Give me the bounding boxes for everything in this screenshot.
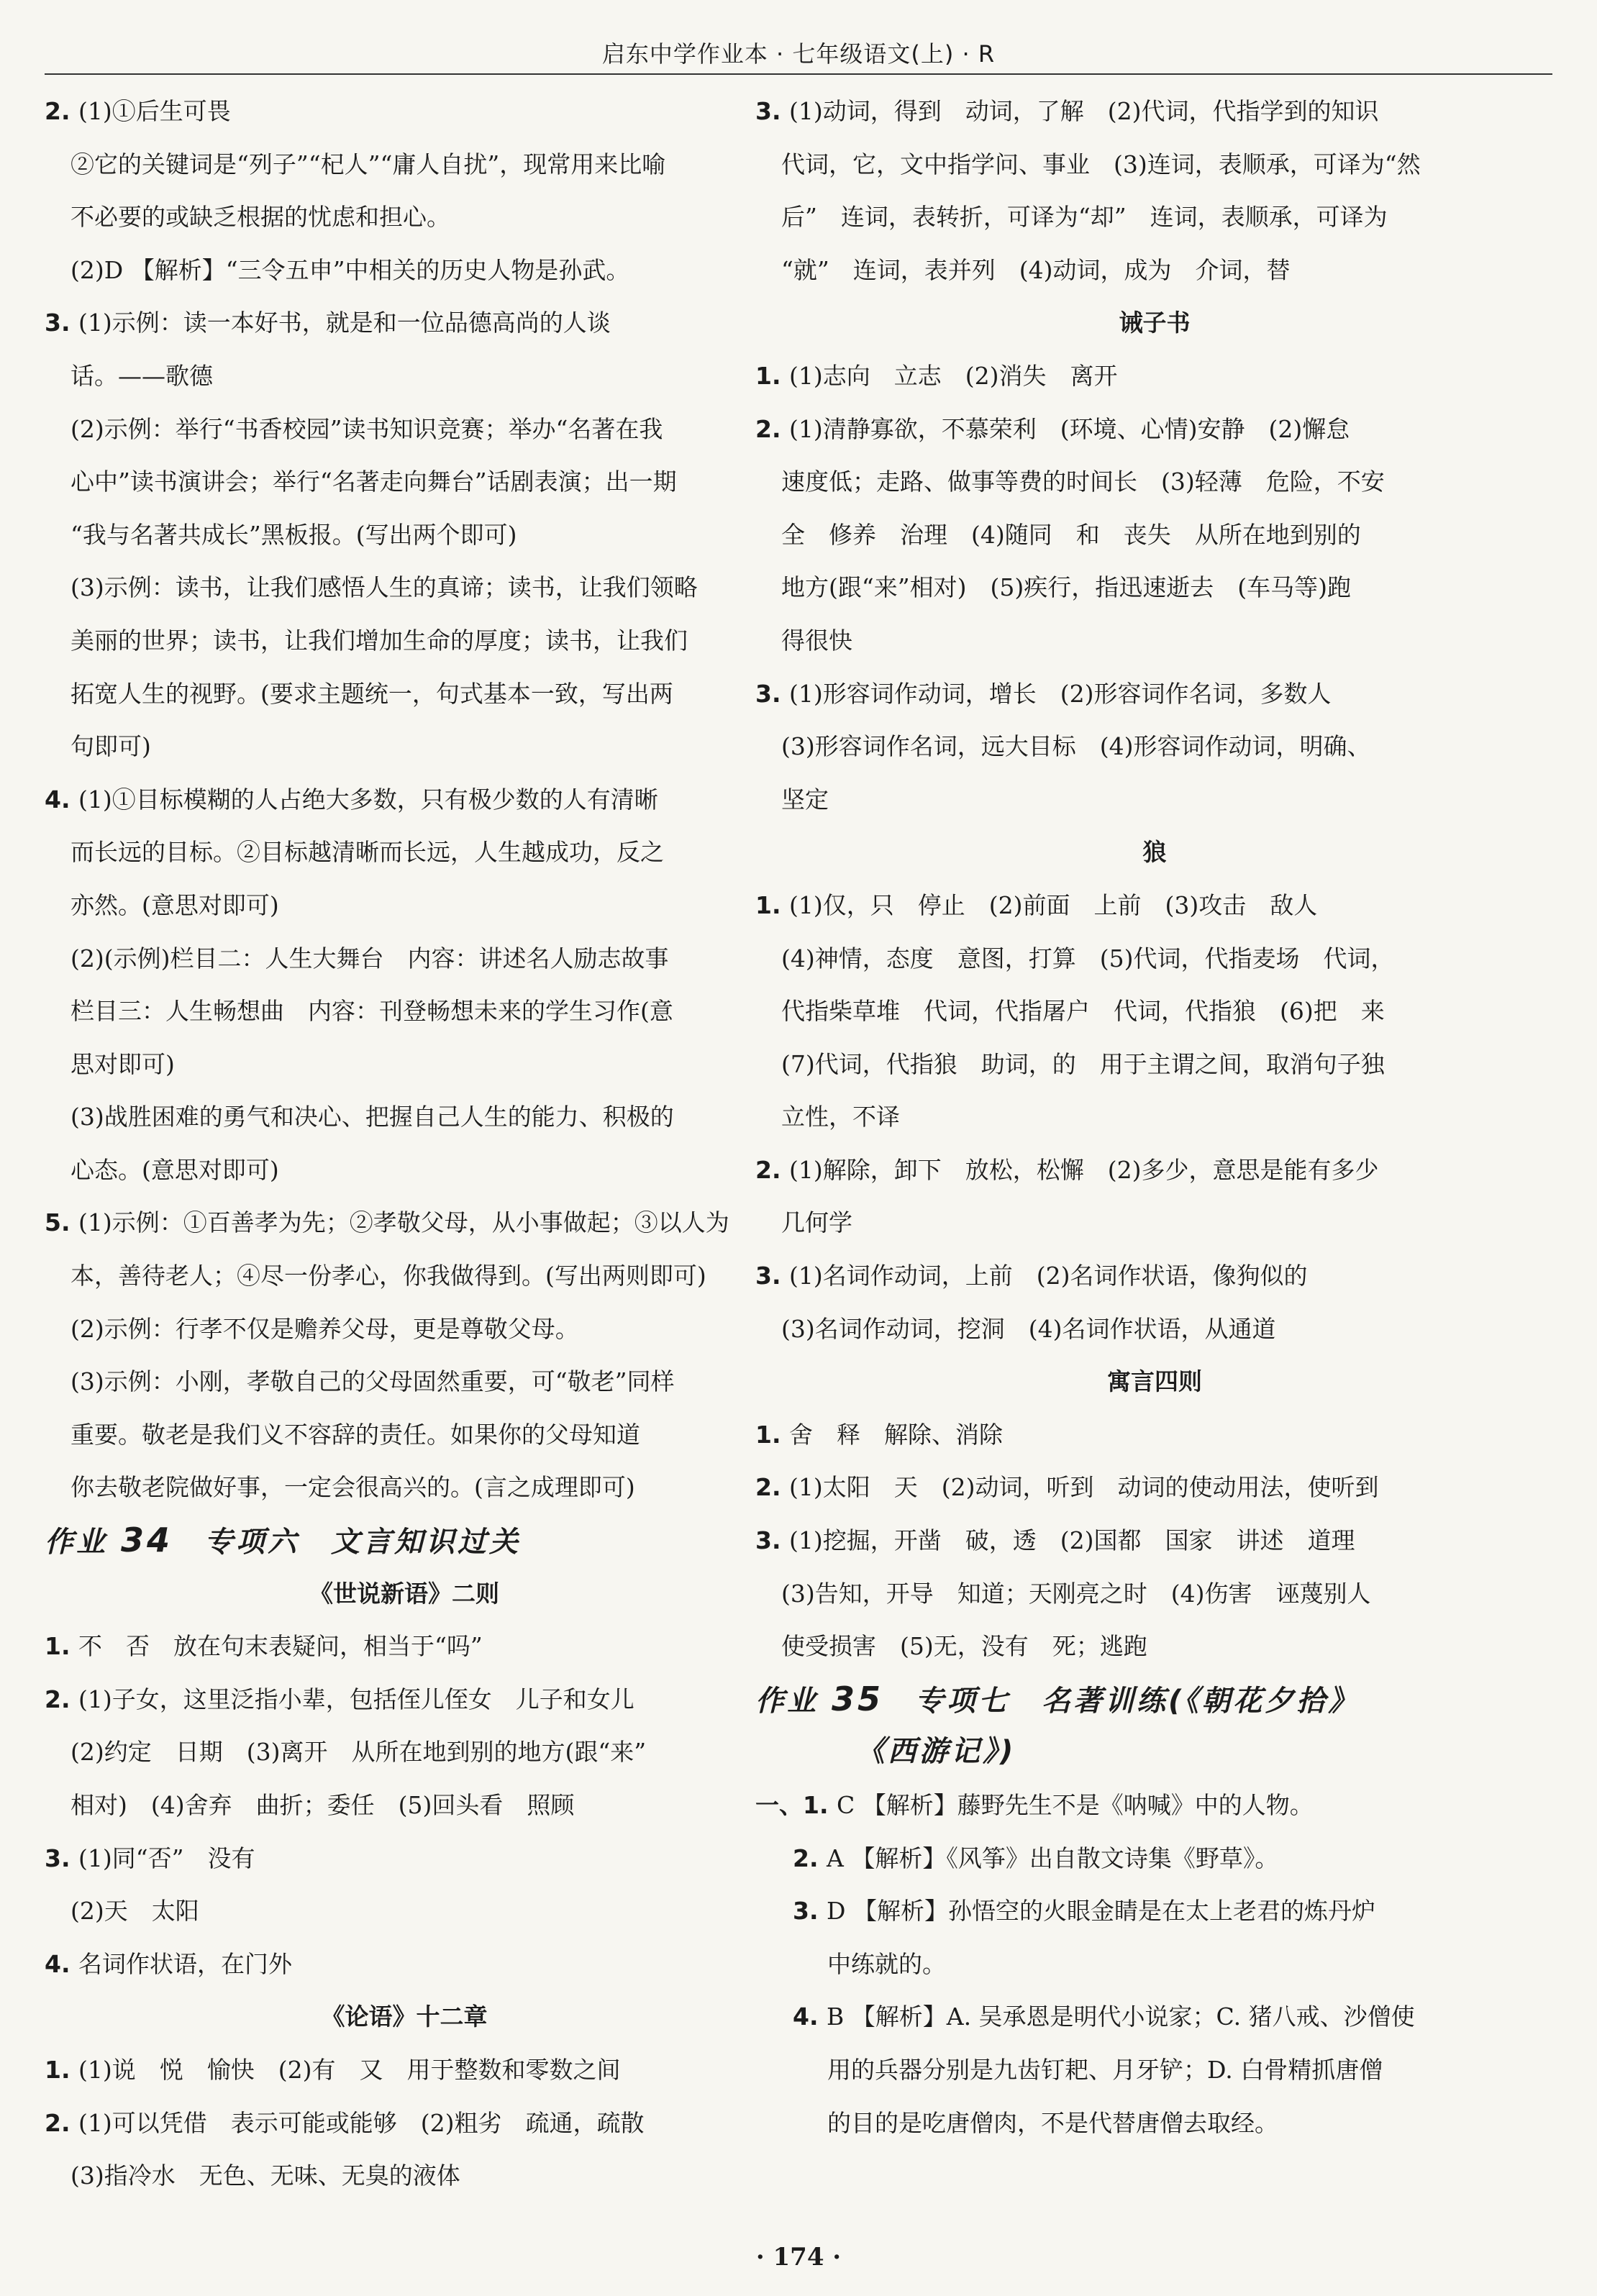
answer-line (45, 561, 764, 614)
answer-line (755, 2044, 1554, 2097)
answer-text: 你去敬老院做好事，一定会很高兴的。(言之成理即可) (70, 1473, 635, 1502)
answer-text: 中练就的。 (827, 1949, 946, 1978)
question-number: 3. (755, 1262, 789, 1290)
assignment-heading (45, 1514, 764, 1567)
section-heading: 诫子书 (1119, 309, 1191, 337)
answer-line (45, 1885, 764, 1938)
answer-line (755, 85, 1554, 138)
answer-text: 后” 连词，表转折，可译为“却” 连词，表顺承，可译为 (781, 203, 1388, 232)
answer-text: 话。——歌德 (70, 361, 213, 390)
question-number: 3. (45, 1844, 78, 1872)
question-number: 3. (45, 309, 78, 337)
answer-line (45, 2149, 764, 2202)
answer-line (45, 1144, 764, 1197)
answer-text: (1)太阳 天 (2)动词，听到 动词的使动用法，使听到 (789, 1473, 1379, 1502)
answer-text: (2)示例：行孝不仅是赡养父母，更是尊敬父母。 (70, 1314, 579, 1343)
assignment-label: 作业 (755, 1684, 832, 1718)
answer-line (45, 826, 764, 879)
question-number: 2. (45, 2108, 78, 2137)
answer-text: (3)告知，开导 知道；天刚亮之时 (4)伤害 诬蔑别人 (781, 1579, 1371, 1608)
question-number: 1. (755, 361, 789, 390)
answer-line (45, 1779, 764, 1832)
answer-text: (3)形容词作名词，远大目标 (4)形容词作动词，明确、 (781, 732, 1371, 761)
answer-text: 几何学 (781, 1208, 852, 1237)
answer-text: 用的兵器分别是九齿钉耙、月牙铲；D. 白骨精抓唐僧 (827, 2055, 1383, 2084)
answer-text: (3)示例：读书，让我们感悟人生的真谛；读书，让我们领略 (70, 573, 698, 602)
answer-line (755, 932, 1554, 985)
header-rule (45, 73, 1552, 75)
answer-text: (2)约定 日期 (3)离开 从所在地到别的地方(跟“来” (70, 1738, 647, 1767)
answer-text: (1)志向 立志 (2)消失 离开 (789, 361, 1118, 390)
assignment-heading (755, 1673, 1554, 1726)
answer-line (45, 1038, 764, 1091)
question-number: 1. (45, 2055, 78, 2084)
answer-text: (7)代词，代指狼 助词，的 用于主谓之间，取消句子独 (781, 1049, 1385, 1078)
answer-line (45, 191, 764, 244)
assignment-title-continued: 《西游记》) (856, 1735, 1016, 1769)
answer-line (45, 2097, 764, 2150)
question-number: 1. (755, 890, 789, 919)
question-number: 5. (45, 1208, 78, 1237)
assignment-label: 作业 (45, 1526, 121, 1559)
question-number: 1. (755, 1420, 789, 1449)
answer-text: 而长远的目标。②目标越清晰而长远，人生越成功，反之 (70, 838, 664, 867)
answer-text: (1)动词，得到 动词，了解 (2)代词，代指学到的知识 (789, 97, 1379, 125)
answer-line (755, 1832, 1554, 1885)
answer-text: (3)名词作动词，挖洞 (4)名词作状语，从通道 (781, 1314, 1276, 1343)
answer-line (45, 509, 764, 562)
answer-text: (3)指冷水 无色、无味、无臭的液体 (70, 2161, 460, 2190)
answer-text: 本，善待老人；④尽一份孝心，你我做得到。(写出两则即可) (70, 1262, 706, 1290)
answer-text: (1)示例：读一本好书，就是和一位品德高尚的人谈 (78, 309, 611, 337)
answer-text: 美丽的世界；读书，让我们增加生命的厚度；读书，让我们 (70, 626, 688, 655)
answer-text: 全 修养 治理 (4)随同 和 丧失 从所在地到别的 (781, 520, 1361, 549)
answer-line (755, 1990, 1554, 2044)
answer-text: 坚定 (781, 785, 829, 814)
answer-line (755, 668, 1554, 721)
answer-line (45, 244, 764, 297)
answer-text: 立性，不译 (781, 1103, 900, 1131)
answer-line (45, 773, 764, 826)
answer-line (755, 1249, 1554, 1303)
answer-line (45, 932, 764, 985)
answer-line (755, 1620, 1554, 1673)
answer-line (755, 1461, 1554, 1514)
answer-text: 栏目三：人生畅想曲 内容：刊登畅想未来的学生习作(意 (70, 997, 673, 1026)
answer-line (45, 668, 764, 721)
question-number: 2. (755, 1155, 789, 1184)
answer-text: 思对即可) (70, 1049, 175, 1078)
answer-text: 不必要的或缺乏根据的忧虑和担心。 (70, 203, 450, 232)
question-number: 4. (793, 2003, 827, 2031)
answer-line (45, 1620, 764, 1673)
answer-text: 句即可) (70, 732, 151, 761)
question-number: 3. (793, 1897, 827, 1926)
answer-line (755, 985, 1554, 1038)
answer-text: B 【解析】A. 吴承恩是明代小说家；C. 猪八戒、沙僧使 (827, 2003, 1415, 2031)
answer-line (755, 1408, 1554, 1462)
question-number: 1. (45, 1632, 78, 1661)
answer-line (755, 509, 1554, 562)
answer-text: (1)示例：①百善孝为先；②孝敬父母，从小事做起；③以人为 (78, 1208, 729, 1237)
answer-text: (2)示例：举行“书香校园”读书知识竞赛；举办“名著在我 (70, 414, 663, 443)
answer-text: C 【解析】藤野先生不是《呐喊》中的人物。 (837, 1791, 1314, 1819)
answer-line (45, 1673, 764, 1726)
answer-text: 地方(跟“来”相对) (5)疾行，指迅速逝去 (车马等)跑 (781, 573, 1351, 602)
answer-text: (1)清静寡欲，不慕荣利 (环境、心情)安静 (2)懈怠 (789, 414, 1350, 443)
question-number: 3. (755, 1526, 789, 1555)
answer-text: (1)子女，这里泛指小辈，包括侄儿侄女 儿子和女儿 (78, 1685, 634, 1713)
answer-line (755, 1090, 1554, 1144)
question-number: 2. (45, 97, 78, 125)
answer-line (755, 1196, 1554, 1249)
answer-text: (1)①目标模糊的人占绝大多数，只有极少数的人有清晰 (78, 785, 658, 814)
assignment-title: 专项六 文言知识过关 (172, 1526, 521, 1559)
answer-line (755, 561, 1554, 614)
question-number: 4. (45, 785, 78, 814)
answer-text: 亦然。(意思对即可) (70, 890, 279, 919)
answer-text: (1)可以凭借 表示可能或能够 (2)粗劣 疏通，疏散 (78, 2108, 645, 2137)
answer-line (45, 614, 764, 668)
answer-text: 得很快 (781, 626, 852, 655)
answer-text: (3)示例：小刚，孝敬自己的父母固然重要，可“敬老”同样 (70, 1367, 675, 1396)
section-heading: 狼 (1142, 838, 1167, 867)
answer-line (755, 2097, 1554, 2150)
page-number: · 174 · (755, 2243, 842, 2272)
answer-line (755, 191, 1554, 244)
question-number: 2. (793, 1844, 827, 1872)
answer-line (755, 455, 1554, 509)
answer-text: 不 否 放在句末表疑问，相当于“吗” (78, 1632, 483, 1661)
answer-line (45, 720, 764, 773)
answer-line (45, 1938, 764, 1991)
answer-text: ②它的关键词是“列子”“杞人”“庸人自扰”，现常用来比喻 (70, 150, 666, 178)
answer-text: (2)(示例)栏目二：人生大舞台 内容：讲述名人励志故事 (70, 944, 669, 972)
answer-line (755, 403, 1554, 456)
answer-text: 重要。敬老是我们义不容辞的责任。如果你的父母知道 (70, 1420, 640, 1449)
answer-text: (1)名词作动词，上前 (2)名词作状语，像狗似的 (789, 1262, 1308, 1290)
answer-text: (2)D 【解析】“三令五申”中相关的历史人物是孙武。 (70, 255, 630, 284)
answer-line (45, 1090, 764, 1144)
answer-text: 相对) (4)舍弃 曲折；委任 (5)回头看 照顾 (70, 1791, 575, 1819)
answer-text: 名词作状语，在门外 (78, 1949, 292, 1978)
answer-line (45, 138, 764, 191)
answer-line (45, 350, 764, 403)
answer-text: (1)同“否” 没有 (78, 1844, 255, 1872)
answer-text: (4)神情，态度 意图，打算 (5)代词，代指麦场 代词， (781, 944, 1395, 972)
answer-text: (2)天 太阳 (70, 1897, 199, 1926)
answer-line (755, 1938, 1554, 1991)
assignment-title: 专项七 名著训练(《朝花夕拾》 (883, 1684, 1360, 1718)
answer-line (755, 614, 1554, 668)
answer-line (755, 1779, 1554, 1832)
answer-text: (1)说 悦 愉快 (2)有 又 用于整数和零数之间 (78, 2055, 621, 2084)
answer-line (45, 1196, 764, 1249)
answer-line (755, 1303, 1554, 1356)
answer-line (45, 1461, 764, 1514)
answer-text: A 【解析】《风筝》出自散文诗集《野草》。 (827, 1844, 1279, 1872)
answer-text: 拓宽人生的视野。(要求主题统一，句式基本一致，写出两 (70, 679, 673, 708)
answer-text: 速度低；走路、做事等费的时间长 (3)轻薄 危险，不安 (781, 468, 1385, 496)
answer-line (755, 138, 1554, 191)
section-heading: 《世说新语》二则 (309, 1579, 499, 1608)
answer-line (755, 879, 1554, 932)
answer-line (755, 350, 1554, 403)
answer-line (755, 720, 1554, 773)
answer-text: (3)战胜困难的勇气和决心、把握自己人生的能力、积极的 (70, 1103, 674, 1131)
left-column (45, 85, 764, 2202)
answer-line (755, 1144, 1554, 1197)
answer-line (45, 2044, 764, 2097)
answer-line (45, 1249, 764, 1303)
answer-text: 心态。(意思对即可) (70, 1155, 279, 1184)
answer-line (755, 773, 1554, 826)
question-number: 一、1. (755, 1791, 837, 1819)
answer-text: (1)形容词作动词，增长 (2)形容词作名词，多数人 (789, 679, 1332, 708)
section-heading: 《论语》十二章 (321, 2003, 488, 2031)
answer-text: (1)挖掘，开凿 破，透 (2)国都 国家 讲述 道理 (789, 1526, 1355, 1555)
answer-text: 的目的是吃唐僧肉，不是代替唐僧去取经。 (827, 2108, 1278, 2137)
answer-text: (1)解除，卸下 放松，松懈 (2)多少，意思是能有多少 (789, 1155, 1379, 1184)
answer-text: D 【解析】孙悟空的火眼金睛是在太上老君的炼丹炉 (827, 1897, 1375, 1926)
answer-text: 心中”读书演讲会；举行“名著走向舞台”话剧表演；出一期 (70, 468, 677, 496)
answer-text: 代指柴草堆 代词，代指屠户 代词，代指狼 (6)把 来 (781, 997, 1385, 1026)
answer-line (755, 1885, 1554, 1938)
question-number: 3. (755, 679, 789, 708)
question-number: 4. (45, 1949, 78, 1978)
answer-text: “我与名著共成长”黑板报。(写出两个即可) (70, 520, 517, 549)
answer-text: 代词，它，文中指学问、事业 (3)连词，表顺承，可译为“然 (781, 150, 1421, 178)
answer-line (45, 455, 764, 509)
answer-text: “就” 连词，表并列 (4)动词，成为 介词，替 (781, 255, 1291, 284)
answer-text: 舍 释 解除、消除 (789, 1420, 1003, 1449)
answer-line (45, 985, 764, 1038)
question-number: 2. (755, 414, 789, 443)
assignment-number: 34 (120, 1521, 173, 1560)
answer-line (45, 1726, 764, 1779)
answer-line (45, 85, 764, 138)
question-number: 2. (45, 1685, 78, 1713)
answer-text: (1)仅，只 停止 (2)前面 上前 (3)攻击 敌人 (789, 890, 1318, 919)
section-heading: 寓言四则 (1107, 1367, 1202, 1396)
answer-line (755, 1038, 1554, 1091)
assignment-number: 35 (831, 1679, 883, 1718)
answer-line (45, 1408, 764, 1462)
answer-text: 使受损害 (5)无，没有 死；逃跑 (781, 1632, 1147, 1661)
answer-text: (1)①后生可畏 (78, 97, 231, 125)
answer-line (755, 1514, 1554, 1567)
right-column (755, 85, 1554, 2149)
answer-line (755, 244, 1554, 297)
running-header: 启东中学作业本 · 七年级语文(上) · R (601, 40, 996, 68)
answer-line (45, 879, 764, 932)
answer-line (755, 1567, 1554, 1621)
answer-line (45, 1832, 764, 1885)
question-number: 2. (755, 1473, 789, 1502)
answer-line (45, 1355, 764, 1408)
question-number: 3. (755, 97, 789, 125)
answer-line (45, 296, 764, 350)
answer-line (45, 1303, 764, 1356)
answer-line (45, 403, 764, 456)
